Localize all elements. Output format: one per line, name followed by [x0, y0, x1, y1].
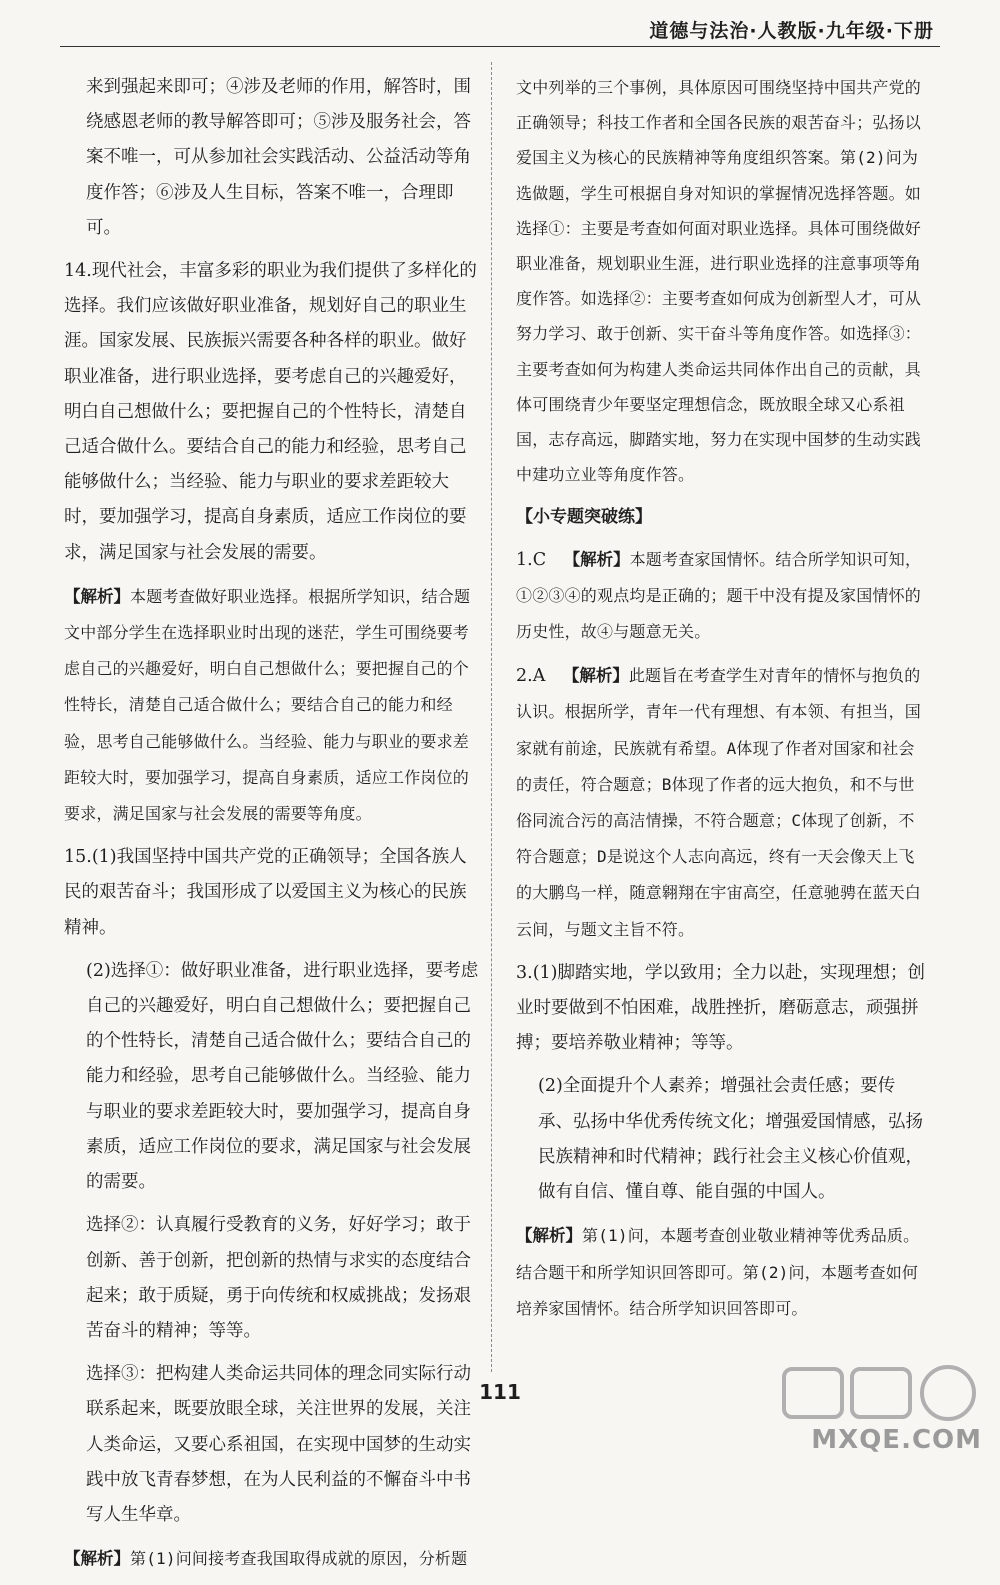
page-number: 111	[479, 1380, 521, 1404]
watermark-logo	[782, 1365, 982, 1455]
analysis-text: 本题考查家国情怀。结合所学知识可知，①②③④的观点均是正确的；题干中没有提及家国情怀的历史性，故④与题意无关。	[516, 549, 922, 642]
answer-continued: 来到强起来即可；④涉及老师的作用，解答时，围绕感恩老师的教导解答即可；⑤涉及服务社会，答案不唯一，可从参加社会实践活动、公益活动等角度作答；⑥涉及人生目标，答案不唯一，合理即可。	[86, 77, 471, 238]
analysis-text: 此题旨在考查学生对青年的情怀与抱负的认识。根据所学，青年一代有理想、有本领、有担当，国家就有前途，民族就有希望。A体现了作者对国家和社会的责任，符合题意；B体现了作者的远大抱负，和不与世俗同流合污的高洁情操，不符合题意；C体现了创新，不符合题意；D是说这个人志向高远，终有一天会像天上飞的大鹏鸟一样，随意翱翔在宇宙高空，任意驰骋在蓝天白云间，与题文主旨不符。	[516, 666, 922, 939]
analysis-tag: 【解析】	[64, 1549, 130, 1569]
column-divider	[491, 62, 492, 1372]
analysis-paragraph	[64, 1541, 482, 1577]
answer-continued: (2)选择①：做好职业准备，进行职业选择，要考虑自己的兴趣爱好，明白自己想做什么；要把握自己的个性特长，清楚自己适合做什么；要结合自己的能力和经验，思考自己能够做什么。当经验、能力与职业的要求差距较大时，要加强学习，提高自身素质，适应工作岗位的要求，满足国家与社会发展的需要。	[86, 960, 479, 1193]
answer-paragraph: 3.(1)脚踏实地，学以致用；全力以赴，实现理想；创业时要做到不怕困难，战胜挫折，磨砺意志，顽强拼搏；要培养敬业精神；等等。	[516, 962, 925, 1054]
watermark-url: MXQE.COM	[811, 1425, 982, 1455]
answer-continued: 选择③：把构建人类命运共同体的理念同实际行动联系起来，既要放眼全球，关注世界的发展，关注人类命运，又要心系祖国，在实现中国梦的生动实践中放飞青春梦想，在为人民利益的不懈奋斗中书写人生华章。	[86, 1364, 471, 1525]
analysis-tag: 【解析】	[563, 549, 630, 569]
answer-paragraph: 15.(1)我国坚持中国共产党的正确领导；全国各族人民的艰苦奋斗；我国形成了以爱国主义为核心的民族精神。	[64, 847, 467, 938]
analysis-paragraph	[64, 579, 482, 832]
analysis-tag: 【解析】	[516, 1226, 582, 1246]
analysis-text: 第(1)问，本题考查创业敬业精神等优秀品质。结合题干和所学知识回答即可。第(2)问，本题考查如何培养家国情怀。结合所学知识回答即可。	[516, 1226, 920, 1318]
answer-paragraph: 14.现代社会，丰富多彩的职业为我们提供了多样化的选择。我们应该做好职业准备，规划好自己的职业生涯。国家发展、民族振兴需要各种各样的职业。做好职业准备，进行职业选择，要考虑自己的兴趣爱好，明白自己想做什么；要把握自己的个性特长，清楚自己适合做什么。要结合自己的能力和经验，思考自己能够做什么；当经验、能力与职业的要求差距较大时，要加强学习，提高自身素质，适应工作岗位的要求，满足国家与社会发展的需要。	[64, 261, 477, 563]
watermark-icon	[782, 1365, 982, 1425]
analysis-continued: 文中列举的三个事例，具体原因可围绕坚持中国共产党的正确领导；科技工作者和全国各民族的艰苦奋斗；弘扬以爱国主义为核心的民族精神等角度组织答案。第(2)问为选做题，学生可根据自身对知识的掌握情况选择答题。如选择①：主要是考查如何面对职业选择。具体可围绕做好职业准备，规划职业生涯，进行职业选择的注意事项等角度作答。如选择②：主要考查如何成为创新型人才，可从努力学习、敢于创新、实干奋斗等角度作答。如选择③：主要考查如何为构建人类命运共同体作出自己的贡献，具体可围绕青少年要坚定理想信念，既放眼全球又心系祖国，志存高远，脚踏实地，努力在实现中国梦的生动实践中建功立业等角度作答。	[516, 78, 922, 485]
answer-continued: (2)全面提升个人素养；增强社会责任感；要传承、弘扬中华优秀传统文化；增强爱国情感，弘扬民族精神和时代精神；践行社会主义核心价值观，做有自信、懂自尊、能自强的中国人。	[538, 1076, 923, 1203]
analysis-tag: 【解析】	[562, 666, 629, 686]
analysis-paragraph	[516, 542, 928, 651]
analysis-text: 第(1)问间接考查我国取得成就的原因，分析题	[130, 1549, 468, 1569]
left-column	[64, 70, 482, 1585]
analysis-paragraph	[516, 658, 928, 948]
answer-number: 2.A	[516, 666, 546, 687]
section-heading: 【小专题突破练】	[516, 507, 652, 528]
analysis-paragraph	[516, 1218, 928, 1327]
page-header	[60, 12, 940, 47]
answer-continued: 选择②：认真履行受教育的义务，好好学习；敢于创新、善于创新，把创新的热情与求实的态度结合起来；敢于质疑，勇于向传统和权威挑战；发扬艰苦奋斗的精神；等等。	[86, 1215, 471, 1341]
analysis-tag: 【解析】	[64, 586, 130, 606]
right-column	[516, 70, 928, 1335]
analysis-text: 本题考查做好职业选择。根据所学知识，结合题文中部分学生在选择职业时出现的迷茫，学生可围绕要考虑自己的兴趣爱好，明白自己想做什么；要把握自己的个性特长，清楚自己适合做什么；要结合自己的能力和经验，思考自己能够做什么。当经验、能力与职业的要求差距较大时，要加强学习，提高自身素质，适应工作岗位的要求，满足国家与社会发展的需要等角度。	[64, 586, 471, 824]
answer-number: 1.C	[516, 549, 547, 570]
header-title: 道德与法治·人教版·九年级·下册	[649, 20, 934, 42]
